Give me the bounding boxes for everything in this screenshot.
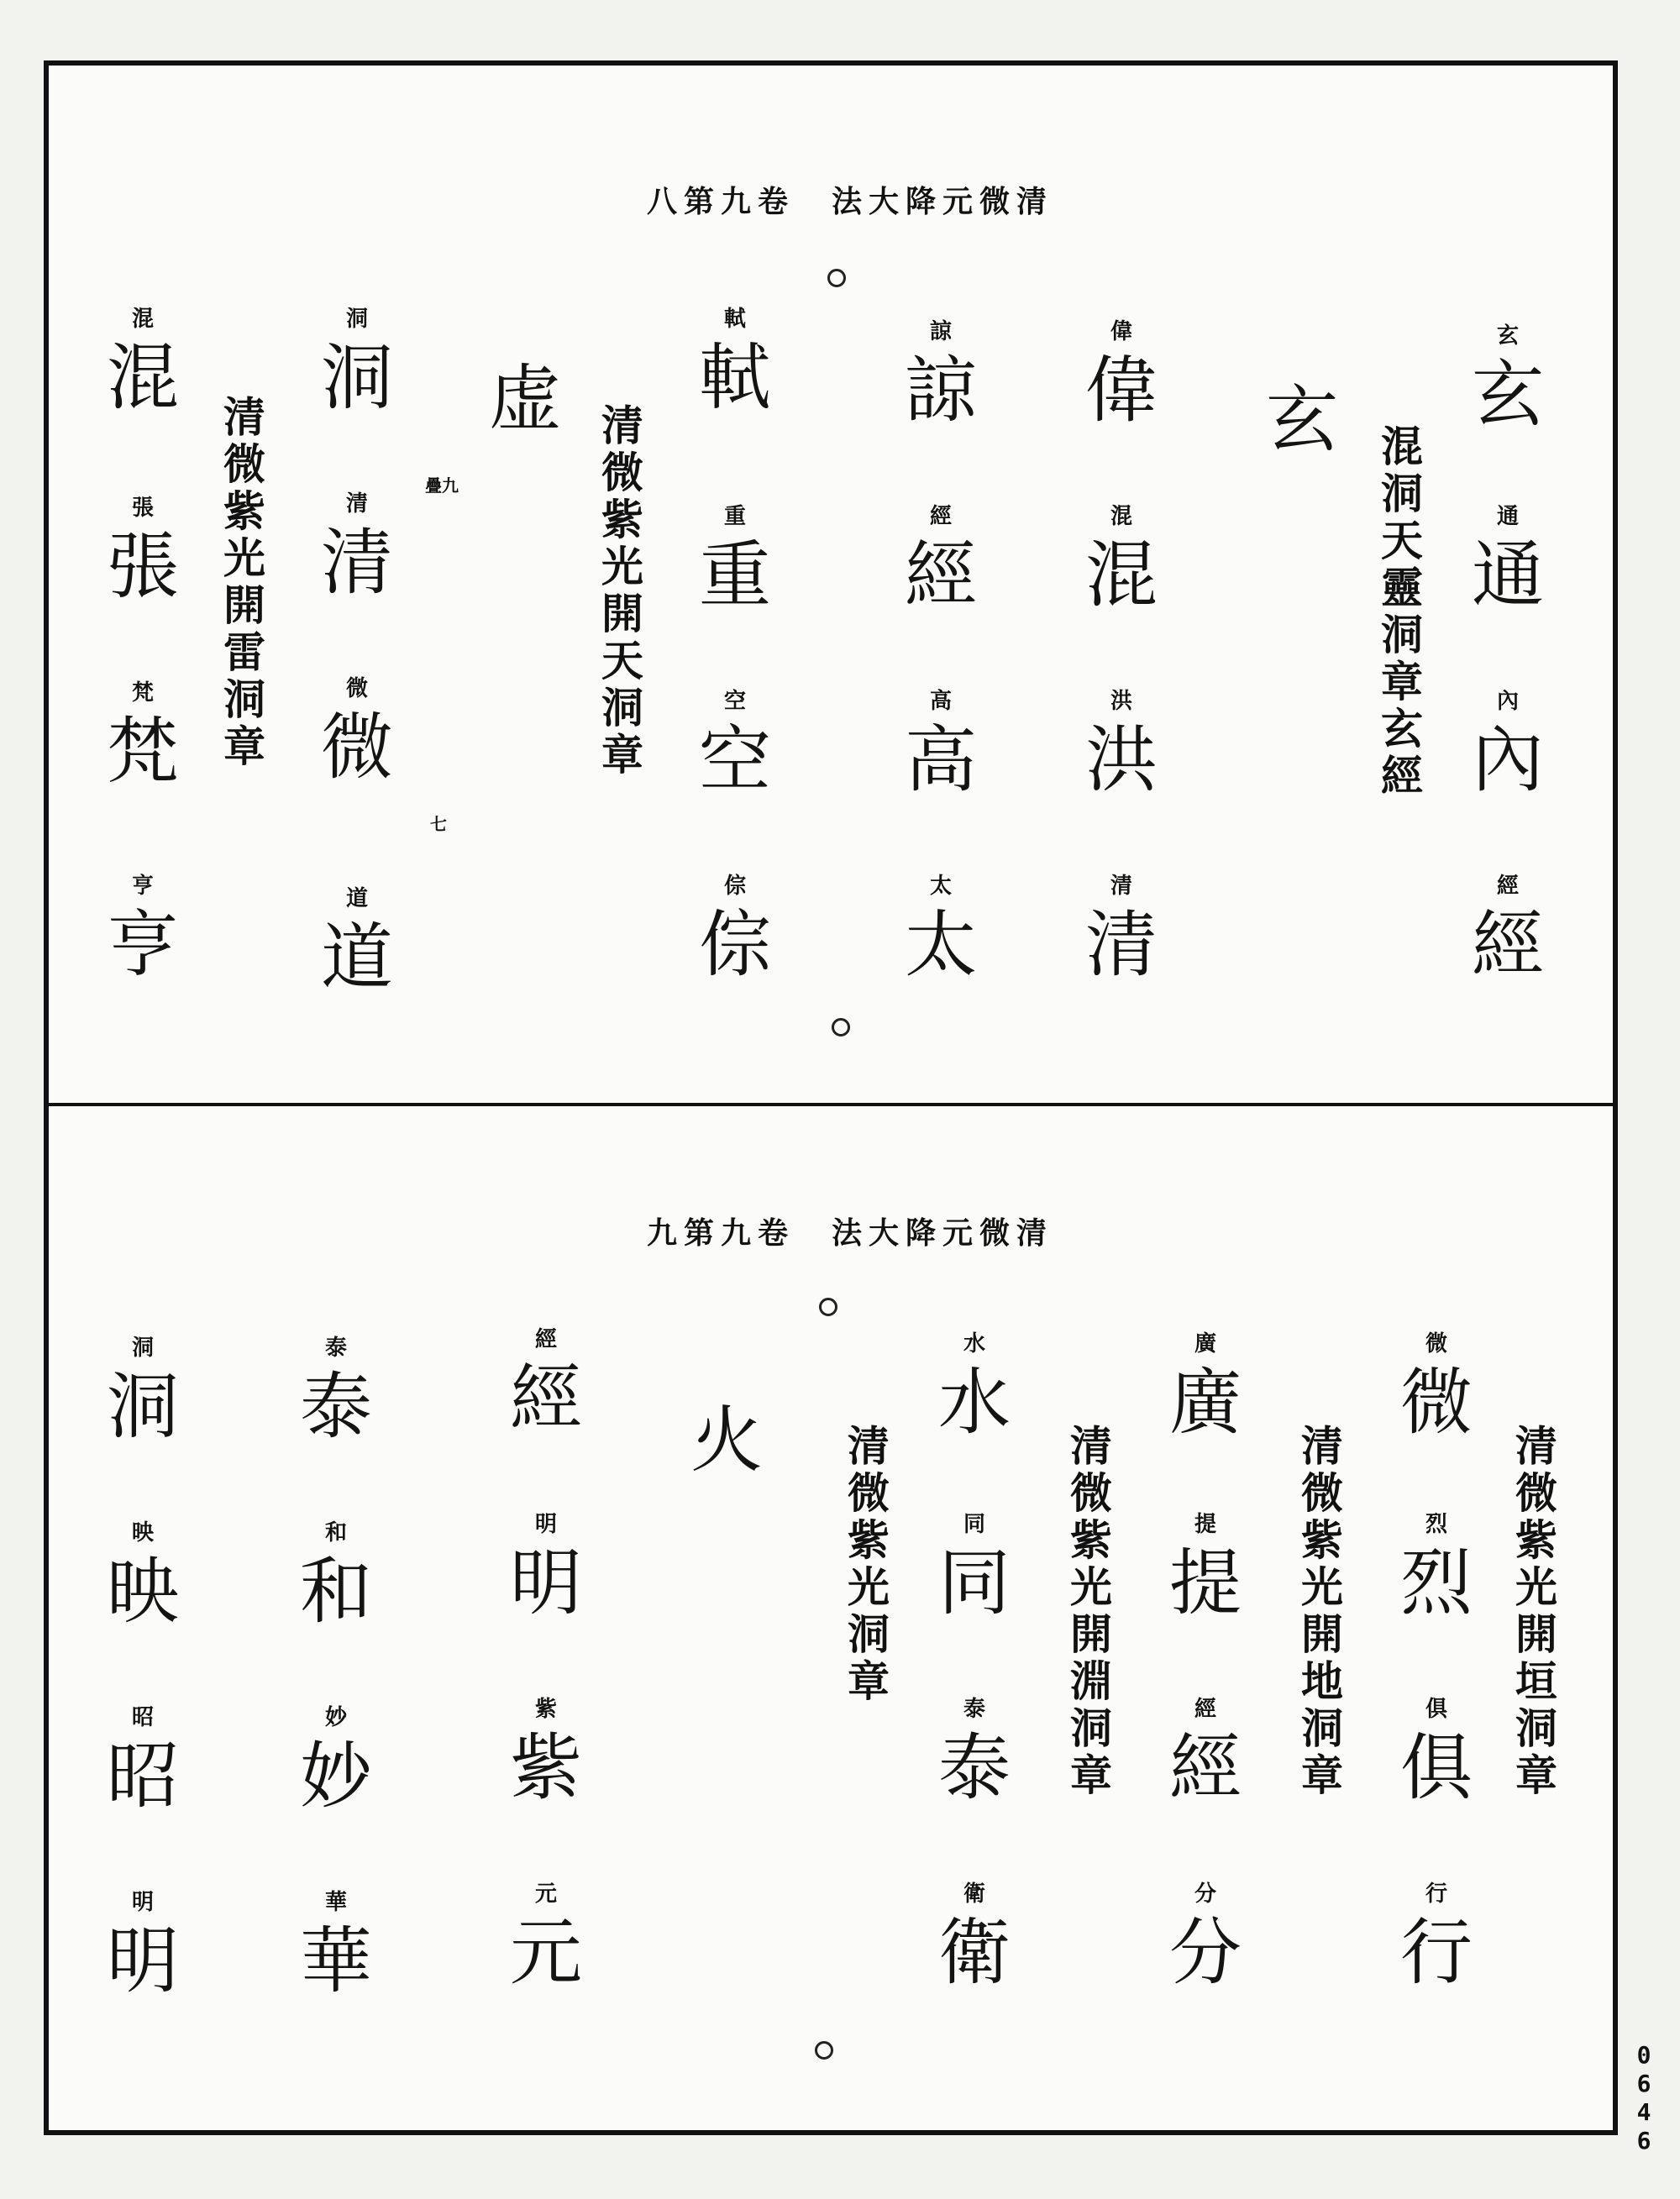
binding-hole — [832, 1018, 850, 1037]
seal-glyph: 烈 烈 — [1400, 1512, 1473, 1625]
top-page-header: 八第九卷 法大降元微清 — [647, 184, 1054, 219]
seal-glyph: 衛 衛 — [938, 1881, 1011, 1995]
seal-glyph: 經 經 — [510, 1327, 582, 1441]
seal-glyph: 泰 泰 — [300, 1336, 372, 1449]
page-divider — [44, 1103, 1618, 1106]
seal-glyph: 俱 俱 — [1400, 1697, 1473, 1810]
bottom-column-title-1: 清微紫光開垣洞章 — [1509, 1424, 1558, 1800]
seal-glyph: 行 行 — [1400, 1881, 1473, 1995]
seal-glyph: 高 高 — [905, 689, 977, 802]
seal-glyph: 紫 紫 — [510, 1697, 582, 1810]
seal-glyph: 分 分 — [1169, 1881, 1242, 1995]
seal-glyph: 經 經 — [1472, 874, 1544, 987]
page-frame — [44, 60, 1618, 2135]
seal-glyph: 元 元 — [510, 1881, 582, 1995]
seal-glyph: 經 經 — [905, 504, 977, 617]
seal-glyph: 道 道 — [321, 886, 393, 1000]
seal-glyph: 洞 洞 — [321, 307, 393, 420]
bottom-column-title-4: 清微紫光洞章 — [841, 1424, 890, 1706]
seal-glyph: 空 空 — [699, 689, 771, 802]
seal-glyph: 昭 昭 — [107, 1705, 179, 1819]
seal-glyph: 通 通 — [1472, 504, 1544, 617]
annotation-note: 七 — [430, 814, 447, 834]
seal-glyph: 洪 洪 — [1085, 689, 1158, 802]
seal-glyph: 倧 倧 — [699, 874, 771, 987]
seal-glyph: 妙 妙 — [300, 1705, 372, 1819]
seal-glyph: 玄 玄 — [1472, 323, 1544, 437]
top-column-title-2: 清微紫光開天洞章 — [595, 403, 644, 779]
seal-glyph: 虚 — [489, 357, 561, 441]
seal-glyph: 重 重 — [699, 504, 771, 617]
seal-glyph: 諒 諒 — [905, 319, 977, 433]
annotation-note: 疊九 — [425, 475, 459, 496]
seal-glyph: 內 內 — [1472, 689, 1544, 802]
seal-glyph: 經 經 — [1169, 1697, 1242, 1810]
seal-glyph: 微 微 — [321, 676, 393, 790]
seal-glyph: 偉 偉 — [1085, 319, 1158, 433]
seal-glyph: 華 華 — [300, 1890, 372, 2003]
seal-glyph: 明 明 — [510, 1512, 582, 1625]
bottom-page-header: 九第九卷 法大降元微清 — [647, 1215, 1054, 1251]
seal-glyph: 梵 梵 — [107, 680, 179, 794]
seal-glyph: 廣 廣 — [1169, 1331, 1242, 1445]
seal-glyph: 水 水 — [938, 1331, 1011, 1445]
top-column-title-3: 清微紫光開雷洞章 — [217, 395, 266, 771]
seal-glyph: 提 提 — [1169, 1512, 1242, 1625]
bottom-column-title-2: 清微紫光開地洞章 — [1294, 1424, 1344, 1800]
seal-glyph: 太 太 — [905, 874, 977, 987]
seal-glyph: 張 張 — [107, 496, 179, 609]
seal-glyph: 火 — [690, 1399, 763, 1483]
seal-glyph: 同 同 — [938, 1512, 1011, 1625]
seal-glyph: 和 和 — [300, 1520, 372, 1634]
top-column-title-1: 混洞天靈洞章玄經 — [1374, 424, 1424, 800]
seal-glyph: 混 混 — [107, 307, 179, 420]
seal-glyph: 玄 — [1266, 378, 1338, 462]
seal-glyph: 明 明 — [107, 1890, 179, 2003]
bottom-column-title-3: 清微紫光開淵洞章 — [1063, 1424, 1113, 1800]
seal-glyph: 洞 洞 — [107, 1336, 179, 1449]
binding-hole — [827, 269, 846, 287]
page-number: 0646 — [1636, 2041, 1651, 2154]
seal-glyph: 映 映 — [107, 1520, 179, 1634]
binding-hole — [815, 2041, 833, 2060]
seal-glyph: 混 混 — [1085, 504, 1158, 617]
seal-glyph: 軾 軾 — [699, 307, 771, 420]
seal-glyph: 亨 亨 — [107, 874, 179, 987]
seal-glyph: 清 清 — [1085, 874, 1158, 987]
binding-hole — [819, 1298, 837, 1316]
seal-glyph: 微 微 — [1400, 1331, 1473, 1445]
seal-glyph: 清 清 — [321, 491, 393, 605]
seal-glyph: 泰 泰 — [938, 1697, 1011, 1810]
